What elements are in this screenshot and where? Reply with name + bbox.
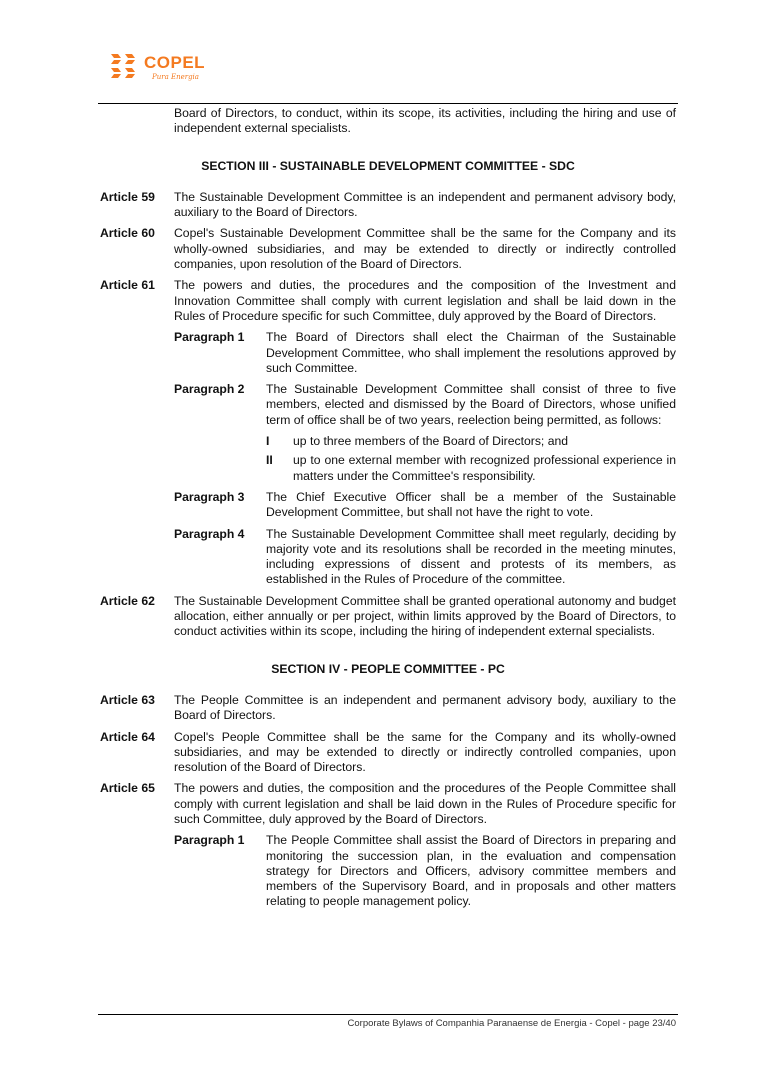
item-label: II [266,453,273,468]
section-iv-title: SECTION IV - PEOPLE COMMITTEE - PC [271,661,505,676]
continuation-text: Board of Directors, to conduct, within its scope, its activities, including the hiring and use of independent external specialists. [174,106,676,136]
header-divider [98,103,678,104]
section-iii-title: SECTION III - SUSTAINABLE DEVELOPMENT COMMITTEE - SDC [201,158,575,173]
article-label: Article 63 [100,692,155,707]
article-63 [100,693,676,724]
page-footer: Corporate Bylaws of Companhia Paranaense de Energia - Copel - page 23/40 [347,1018,676,1029]
paragraph-text: The Sustainable Development Committee shall consist of three to five members, elected and dismissed by the Board of Directors, whose unified term of office shall be of two years, reelection being permitted, as follows: [266,382,676,427]
paragraph-text: The Board of Directors shall elect the Chairman of the Sustainable Development Committee, who shall implement the resolutions approved by such Committee. [266,330,676,375]
page-header [108,52,205,92]
article-text: The powers and duties, the composition and the procedures of the People Committee shall comply with current legislation and shall be laid down in the Rules of Procedure specific for such Committee, duly approved by the Board of Directors. [174,781,676,826]
paragraph-label: Paragraph 2 [174,382,245,397]
article-label: Article 64 [100,729,155,744]
list-item [266,453,676,484]
article-label: Article 60 [100,226,155,241]
article-65 [100,781,676,827]
paragraph-label: Paragraph 4 [174,526,245,541]
paragraph-label: Paragraph 1 [174,330,245,345]
paragraph-label: Paragraph 1 [174,833,245,848]
list-item [266,434,676,449]
article-60 [100,226,676,272]
article-61 [100,278,676,324]
article-64 [100,730,676,776]
document-body [100,106,676,916]
item-label: I [266,434,270,449]
article-text: The People Committee is an independent and permanent advisory body, auxiliary to the Board of Directors. [174,692,676,723]
logo-slogan: Pura Energia [152,72,199,81]
article-61-paragraph-3 [174,490,676,521]
article-61-paragraph-2 [174,382,676,428]
article-text: Copel's People Committee shall be the same for the Company and its wholly-owned subsidiaries, and may be extended to directly or indirectly controlled companies, upon resolution of the Board of Directors. [174,729,676,775]
article-label: Article 61 [100,278,155,293]
article-text: The Sustainable Development Committee shall be granted operational autonomy and budget allocation, either annually or per project, within limits approved by the Board of Directors, to conduct activities within its scope, including the hiring of independent external specialists. [174,593,676,639]
article-text: The powers and duties, the procedures and the composition of the Investment and Innovation Committee shall comply with current legislation and shall be laid down in the Rules of Procedure specific for such Committee, duly approved by the Board of Directors. [174,278,676,323]
paragraph-text: The People Committee shall assist the Board of Directors in preparing and monitoring the succession plan, in the evaluation and compensation strategy for Directors and Officers, advisory committee members and members of the Supervisory Board, and in proposals and other matters relating to people management policy. [266,833,676,909]
paragraph-label: Paragraph 3 [174,489,245,504]
article-label: Article 62 [100,593,155,608]
paragraph-text: The Sustainable Development Committee shall meet regularly, deciding by majority vote and its resolutions shall be recorded in the meeting minutes, including expressions of dissent and protests of its members, as established in the Rules of Procedure of the committee. [266,526,676,587]
article-61-paragraph-1 [174,330,676,376]
article-label: Article 59 [100,189,155,204]
copel-logo [108,52,205,82]
article-65-paragraph-1 [174,833,676,909]
article-label: Article 65 [100,781,155,796]
paragraph-text: The Chief Executive Officer shall be a member of the Sustainable Development Committee, but shall not have the right to vote. [266,489,676,520]
paragraph-2-items [266,434,676,484]
article-59 [100,190,676,221]
copel-logo-icon [108,52,138,82]
item-text: up to one external member with recognized professional experience in matters under the Committee's responsibility. [293,453,676,483]
article-text: The Sustainable Development Committee is an independent and permanent advisory body, auxiliary to the Board of Directors. [174,189,676,220]
logo-name: COPEL [144,52,206,72]
item-text: up to three members of the Board of Directors; and [293,434,569,449]
article-text: Copel's Sustainable Development Committee shall be the same for the Company and its wholly-owned subsidiaries, and may be extended to directly or indirectly controlled companies, upon resolution of the Board of Directors. [174,226,676,272]
footer-divider [98,1014,678,1015]
article-62 [100,594,676,640]
article-61-paragraph-4 [174,527,676,588]
